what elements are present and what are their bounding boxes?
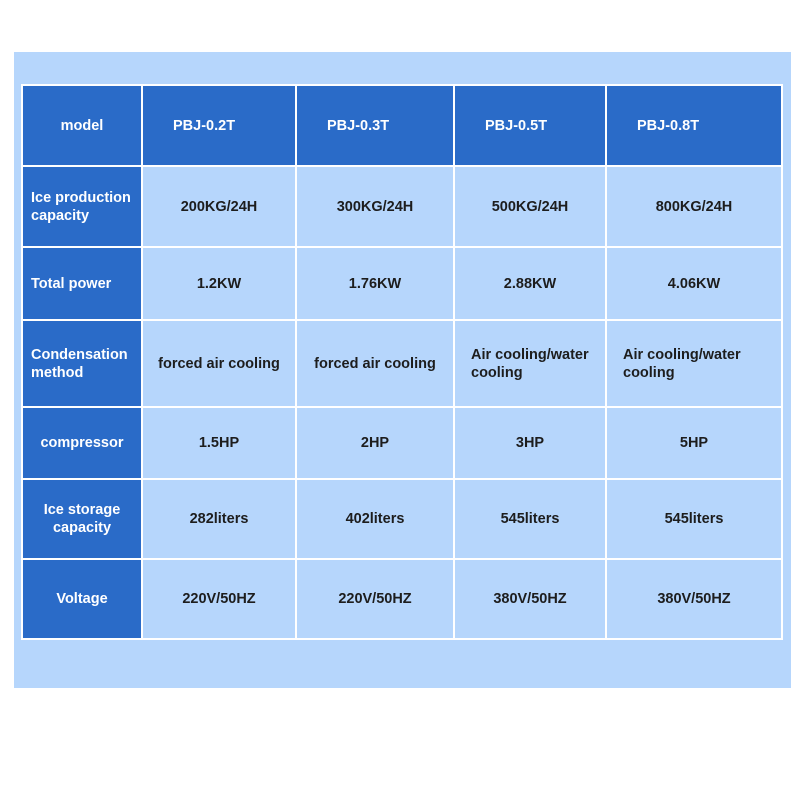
row-label-line: capacity [52,520,112,536]
table-cell: 1.76KW [296,247,454,320]
table-cell: 300KG/24H [296,166,454,247]
table-cell: 800KG/24H [606,166,782,247]
model-header: model [22,85,142,166]
table-row [22,166,782,247]
table-cell [142,320,296,407]
table-cell: 545liters [606,479,782,559]
table-row [22,247,782,320]
column-header: PBJ-0.5T [454,85,606,166]
row-label [22,320,142,407]
table-cell: 1.5HP [142,407,296,479]
table-cell: 1.2KW [142,247,296,320]
row-label-line: compressor [40,435,124,451]
table-cell: 545liters [454,479,606,559]
cell-line: Air cooling/water [471,346,589,363]
table-cell [606,320,782,407]
table-cell: 282liters [142,479,296,559]
cell-line: cooling [623,364,675,381]
table-row [22,320,782,407]
row-label-line: Voltage [56,591,108,607]
row-label-line: capacity [31,207,90,224]
table-cell: 220V/50HZ [142,559,296,639]
row-label [22,479,142,559]
cell-line: Air cooling/water [623,346,741,363]
table-cell: 2.88KW [454,247,606,320]
table-cell: 3HP [454,407,606,479]
row-label-line: Total power [31,275,112,292]
row-label-line: method [31,364,84,381]
row-label-line: Ice storage [43,502,121,518]
table-cell: 200KG/24H [142,166,296,247]
table-cell: 380V/50HZ [454,559,606,639]
row-label-line: Condensation [31,346,128,363]
column-header: PBJ-0.3T [296,85,454,166]
table-cell: 402liters [296,479,454,559]
cell-line: cooling [471,364,523,381]
column-header: PBJ-0.8T [606,85,782,166]
row-label [22,407,142,479]
row-label-line: Ice production [31,189,131,206]
table-cell: 2HP [296,407,454,479]
table-cell: 500KG/24H [454,166,606,247]
cell-line: forced air cooling [158,355,280,372]
table-cell [454,320,606,407]
column-header: PBJ-0.2T [142,85,296,166]
table-cell: 380V/50HZ [606,559,782,639]
row-label [22,559,142,639]
row-label [22,166,142,247]
table-header-row [22,85,782,166]
table-row [22,479,782,559]
table-cell [296,320,454,407]
table-cell: 5HP [606,407,782,479]
table-row [22,407,782,479]
row-label [22,247,142,320]
cell-line: forced air cooling [314,355,436,372]
table-cell: 220V/50HZ [296,559,454,639]
table-cell: 4.06KW [606,247,782,320]
spec-table [21,84,783,640]
table-row [22,559,782,639]
